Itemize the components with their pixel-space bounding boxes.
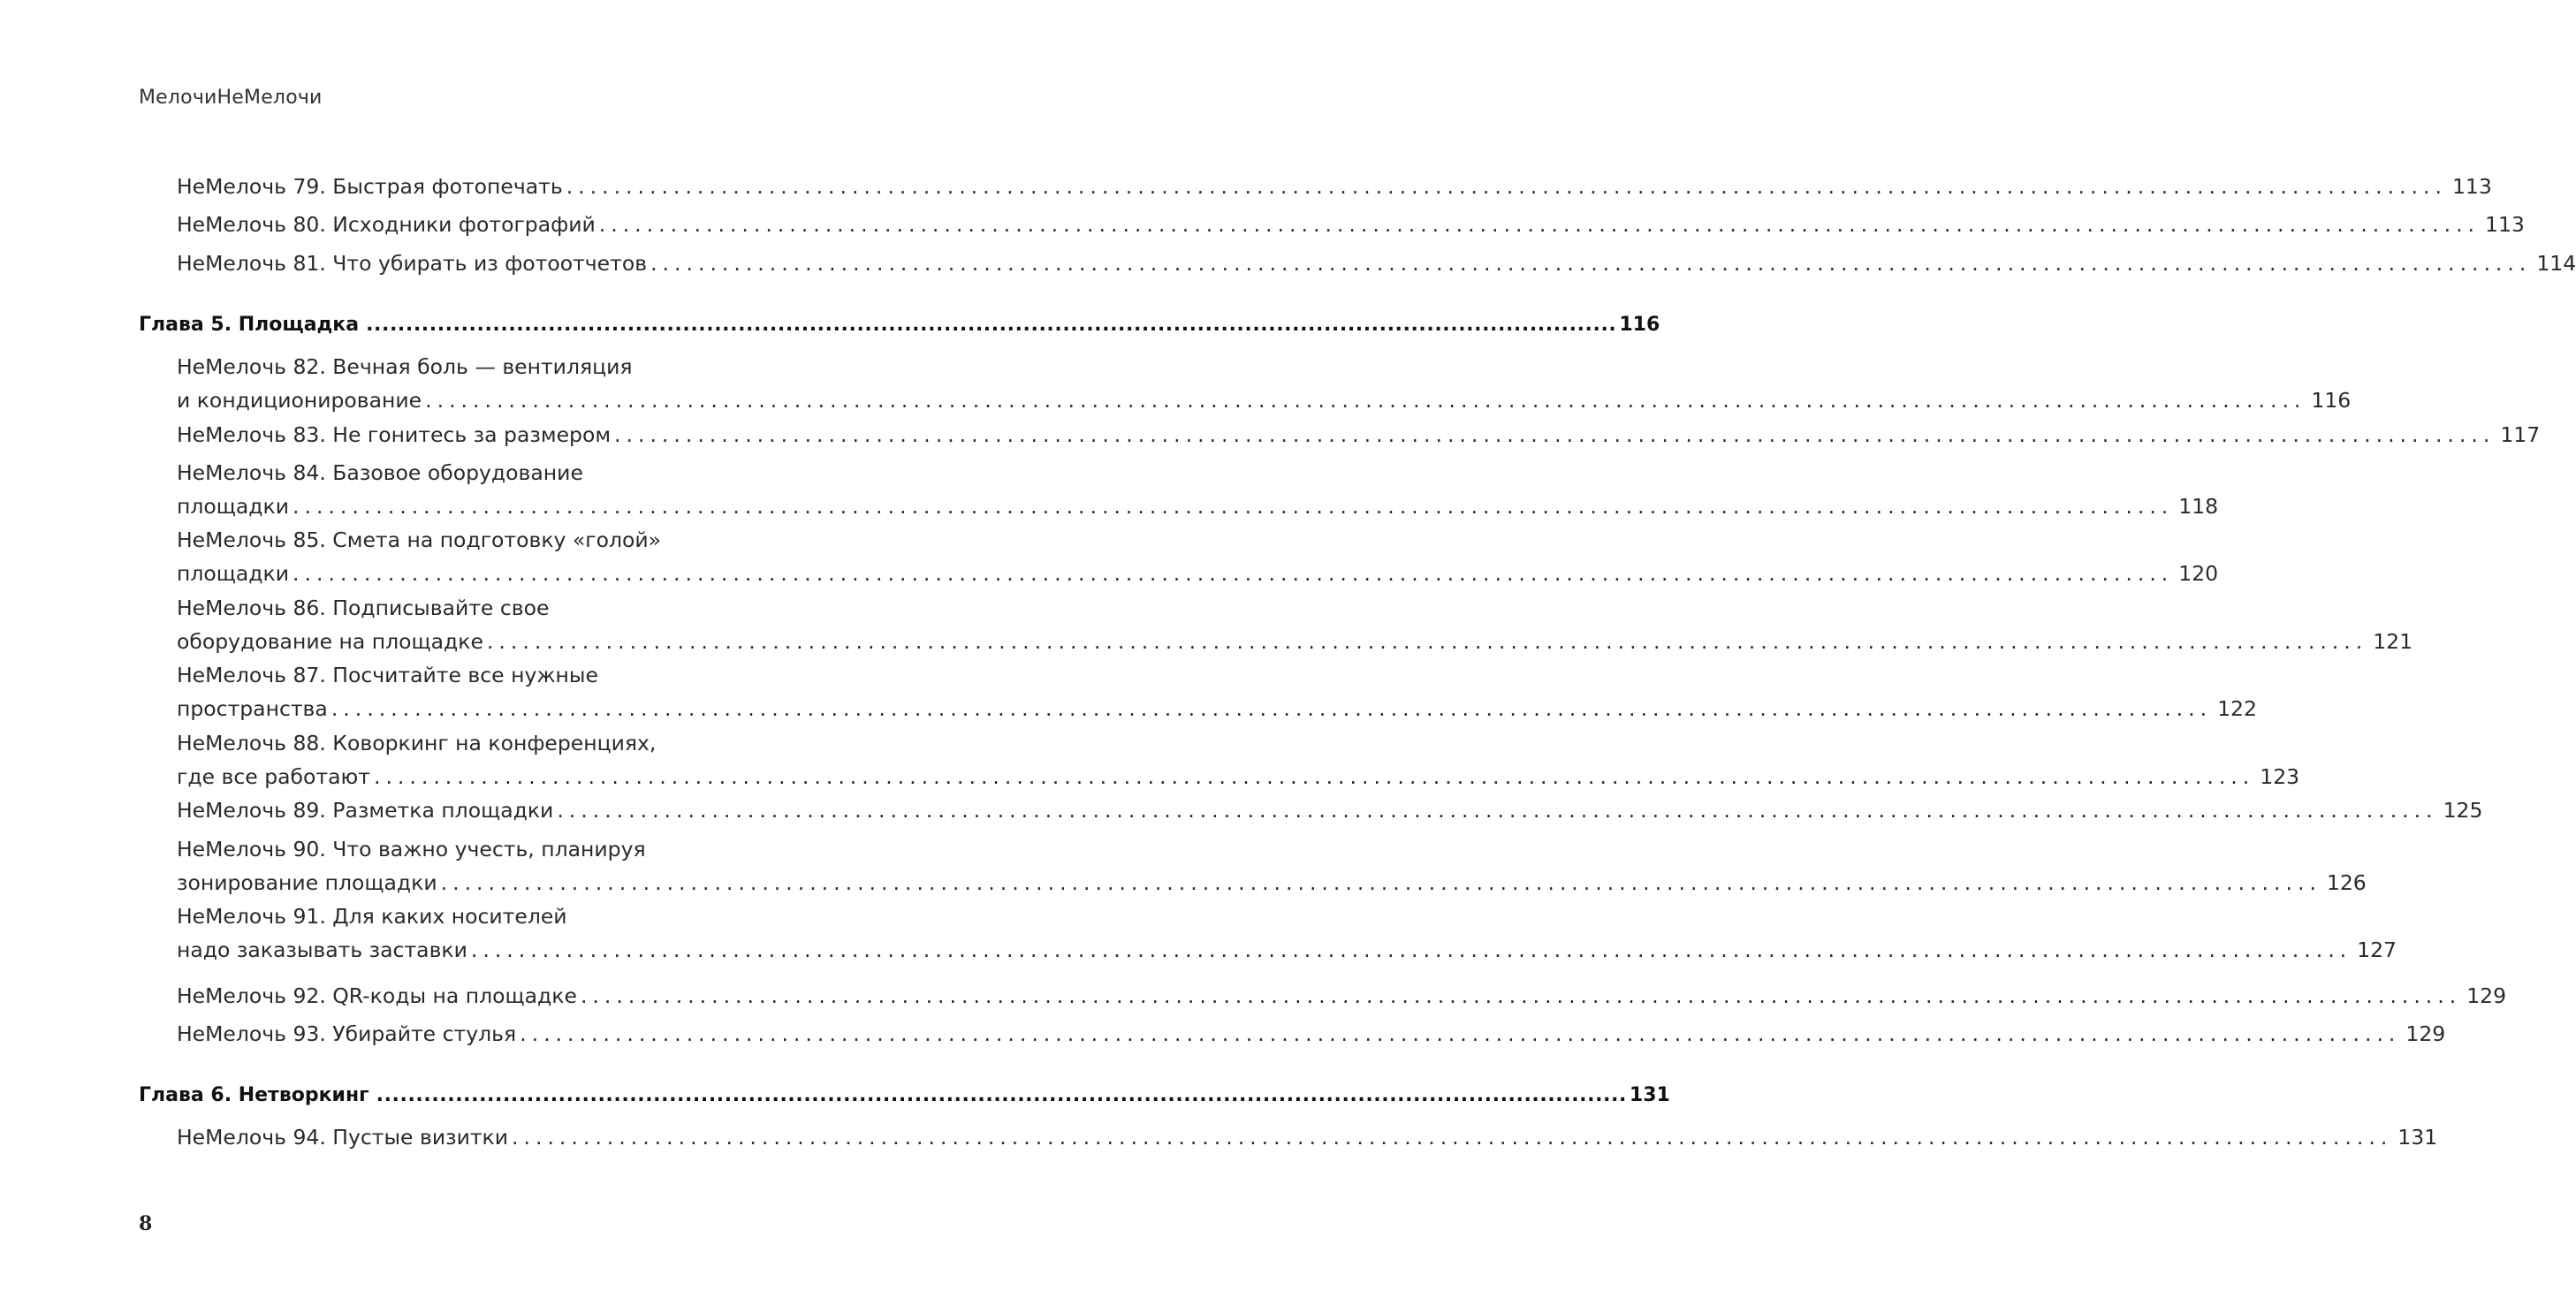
toc-entry (177, 726, 2300, 793)
toc-entry-title: НеМелочь 91. Для каких носителей (177, 904, 567, 929)
toc-entry-title-cont: надо заказывать заставки (177, 937, 467, 962)
toc-entry-title-cont: пространства (177, 696, 328, 721)
toc-page-number: 116 (2311, 388, 2352, 413)
dot-leader: .............................................................................................................................................................. (598, 212, 2481, 237)
toc-entry-title: НеМелочь 85. Смета на подготовку «голой» (177, 528, 662, 552)
toc-entry-title: НеМелочь 93. Убирайте стулья (177, 1021, 517, 1046)
dot-leader: .............................................................................................................................................................. (293, 561, 2174, 586)
page-number: 8 (139, 1212, 153, 1235)
toc-page-number: 121 (2373, 629, 2413, 654)
dot-leader: .............................................................................................................................................................. (520, 1021, 2401, 1046)
toc-entry (177, 658, 2257, 725)
toc-entry (177, 456, 2219, 523)
toc-entry (177, 247, 2576, 280)
toc-page-number: 125 (2443, 798, 2483, 823)
toc-entry (177, 523, 2219, 590)
dot-leader: .............................................................................................................................................................. (470, 937, 2352, 962)
toc-entry (177, 1017, 2446, 1051)
toc-entry (177, 1120, 2438, 1154)
toc-entry-title-cont: и кондиционирование (177, 388, 422, 413)
toc-page-number: 122 (2217, 696, 2257, 721)
toc-entry (177, 832, 2367, 899)
toc-entry (177, 979, 2507, 1013)
toc-entry-title: НеМелочь 88. Коворкинг на конференциях, (177, 731, 657, 755)
toc-entry-title: НеМелочь 84. Базовое оборудование (177, 460, 583, 485)
toc-entry-title-cont: зонирование площадки (177, 870, 437, 895)
dot-leader: .............................................................................................................................................................. (580, 983, 2462, 1008)
dot-leader: .............................................................................................................................................................. (440, 870, 2321, 895)
dot-leader: .............................................................................................................................................................. (373, 764, 2255, 789)
toc-page-number: 116 (1619, 314, 1660, 336)
toc-page-number: 129 (2466, 983, 2507, 1008)
toc-entry-title: НеМелочь 90. Что важно учесть, планируя (177, 837, 646, 862)
toc-chapter (139, 1079, 1670, 1112)
toc-page-number: 131 (2397, 1125, 2438, 1150)
toc-entry (177, 350, 2352, 417)
dot-leader: .............................................................................................................................................................. (650, 251, 2532, 276)
toc-page-number: 129 (2405, 1021, 2446, 1046)
dot-leader: .............................................................................................................................................................. (614, 422, 2496, 447)
dot-leader: .............................................................................................................................................................. (566, 174, 2447, 199)
toc-page-number: 114 (2536, 251, 2576, 276)
toc-entry-title: НеМелочь 80. Исходники фотографий (177, 212, 596, 237)
toc-chapter-title: Глава 5. Площадка (139, 314, 360, 336)
toc-entry-title: НеМелочь 82. Вечная боль — вентиляция (177, 354, 633, 379)
dot-leader: .............................................................................................................................................................. (293, 494, 2174, 519)
running-head: МелочиНеМелочи (139, 87, 323, 109)
toc-page-number: 117 (2500, 422, 2541, 447)
toc-page-number: 120 (2178, 561, 2219, 586)
toc-entry-title: НеМелочь 83. Не гонитесь за размером (177, 422, 612, 447)
toc-page-number: 113 (2485, 212, 2525, 237)
toc-entry-title-cont: где все работают (177, 764, 370, 789)
toc-entry (177, 899, 2397, 967)
toc-chapter (139, 308, 1660, 342)
toc-entry-title: НеМелочь 86. Подписывайте свое (177, 596, 550, 620)
toc-entry-title-cont: оборудование на площадке (177, 629, 483, 654)
toc-page-number: 123 (2260, 764, 2300, 789)
dot-leader: .............................................................................................................................................................. (366, 314, 1617, 336)
toc-entry-title: НеМелочь 94. Пустые визитки (177, 1125, 509, 1150)
toc-page-number: 113 (2451, 174, 2492, 199)
toc-entry-title-cont: площадки (177, 561, 290, 586)
toc-chapter-title: Глава 6. Нетворкинг (139, 1084, 369, 1106)
toc-entry (177, 591, 2413, 658)
toc-entry-title: НеМелочь 92. QR-коды на площадке (177, 983, 577, 1008)
toc-entry (177, 418, 2541, 452)
toc-entry-title: НеМелочь 87. Посчитайте все нужные (177, 663, 598, 687)
dot-leader: .............................................................................................................................................................. (376, 1084, 1627, 1106)
toc-entry-title: НеМелочь 79. Быстрая фотопечать (177, 174, 563, 199)
toc-entry-title-cont: площадки (177, 494, 290, 519)
dot-leader: .............................................................................................................................................................. (331, 696, 2213, 721)
toc-page-number: 118 (2178, 494, 2219, 519)
toc-entry-title: НеМелочь 89. Разметка площадки (177, 798, 554, 823)
toc-entry-title: НеМелочь 81. Что убирать из фотоотчетов (177, 251, 648, 276)
toc-page-number: 127 (2357, 937, 2397, 962)
toc-page-number: 131 (1629, 1084, 1670, 1106)
toc-entry (177, 208, 2525, 241)
toc-entry (177, 793, 2483, 827)
dot-leader: .............................................................................................................................................................. (486, 629, 2368, 654)
dot-leader: .............................................................................................................................................................. (512, 1125, 2393, 1150)
dot-leader: .............................................................................................................................................................. (557, 798, 2438, 823)
toc-entry (177, 170, 2492, 203)
toc-page-number: 126 (2326, 870, 2367, 895)
dot-leader: .............................................................................................................................................................. (425, 388, 2306, 413)
